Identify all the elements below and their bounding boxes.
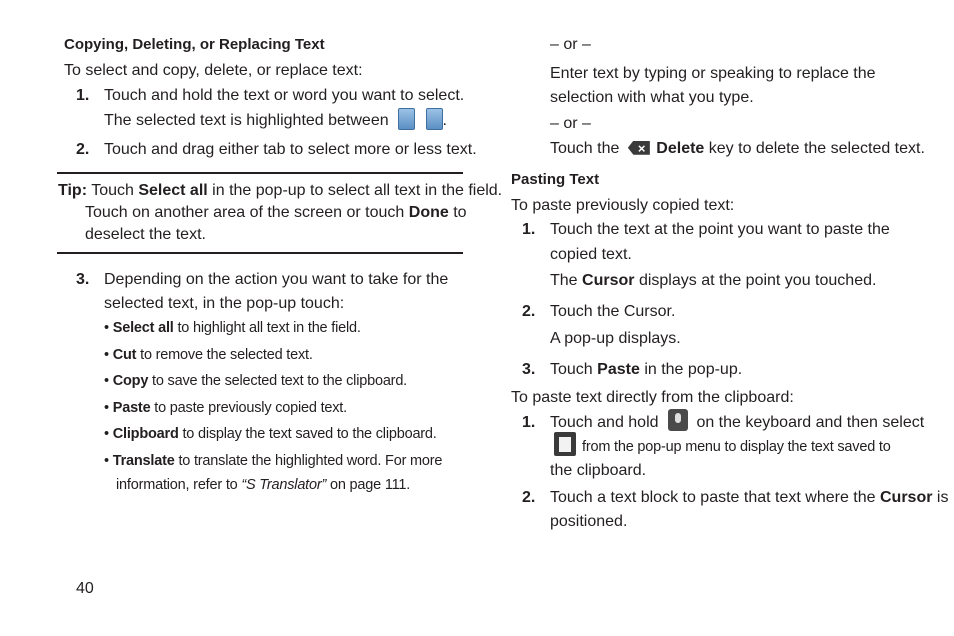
bullet-mark: • — [104, 426, 109, 442]
bullet-desc: to remove the selected text. — [140, 347, 313, 363]
step-number: 1. — [76, 87, 90, 104]
step-span: Cursor — [879, 489, 933, 506]
bullet-mark: • — [104, 453, 109, 469]
selection-tab-icon — [426, 108, 443, 130]
bullet-mark: • — [104, 400, 109, 416]
step-text: Touch and hold the text or word you want to select. — [104, 87, 465, 104]
page-number: 40 — [76, 580, 94, 597]
section-heading: Pasting Text — [511, 171, 600, 188]
bullet-desc: to display the text saved to the clipboard. — [182, 426, 437, 442]
bullet-continuation — [116, 473, 410, 497]
step-text: Touch the Cursor. — [550, 303, 676, 320]
bullet-item — [104, 316, 361, 340]
tip-span: in the pop-up to select all text in the field. — [212, 182, 503, 199]
tip-span: Touch — [91, 182, 134, 199]
tip-label: Tip: — [58, 182, 88, 199]
intro-text: To paste previously copied text: — [511, 197, 735, 214]
tip-top-rule — [57, 172, 463, 174]
tip-span: to — [453, 204, 467, 221]
step-number: 2. — [522, 489, 536, 506]
bullet-desc: to highlight all text in the field. — [177, 320, 361, 336]
tip-text — [58, 179, 502, 203]
step-text — [104, 109, 447, 133]
step-text: selected text, in the pop-up touch: — [104, 295, 345, 312]
step-text-span: The selected text is highlighted between — [104, 112, 389, 129]
step-text: Touch and drag either tab to select more or less text. — [104, 141, 477, 158]
step-number: 2. — [522, 303, 536, 320]
step-span: on the keyboard and then select — [696, 414, 925, 431]
step-text: the clipboard. — [550, 462, 647, 479]
tip-span: Done — [408, 204, 449, 221]
cross-reference-link[interactable]: “S Translator” — [241, 477, 327, 493]
microphone-key-icon — [668, 409, 688, 431]
step-span: in the pop-up. — [644, 361, 743, 378]
step-text-span: . — [442, 112, 447, 129]
bullet-desc: to translate the highlighted word. For more — [178, 453, 443, 469]
body-span: Touch the — [550, 140, 620, 157]
step-text — [550, 411, 924, 435]
step-text — [550, 358, 742, 382]
tip-text — [85, 201, 467, 225]
bullet-item — [104, 422, 437, 446]
body-span: key to delete the selected text. — [708, 140, 925, 157]
body-text: selection with what you type. — [550, 89, 754, 106]
step-number: 1. — [522, 414, 536, 431]
step-span: Touch — [550, 361, 593, 378]
bullet-desc: to paste previously copied text. — [154, 400, 347, 416]
step-span: Touch a text block to paste that text where the — [550, 489, 876, 506]
step-span: is — [936, 489, 949, 506]
bullet-desc: on page 111. — [329, 477, 411, 493]
bullet-term: Select all — [112, 320, 174, 336]
tip-text: deselect the text. — [85, 226, 206, 243]
bullet-mark: • — [104, 320, 109, 336]
clipboard-icon — [554, 432, 576, 456]
step-span: Cursor — [582, 272, 635, 289]
step-text — [550, 486, 948, 510]
step-number: 3. — [522, 361, 536, 378]
step-text: Depending on the action you want to take for the — [104, 271, 449, 288]
step-text: Touch the text at the point you want to paste the — [550, 221, 890, 238]
step-text: copied text. — [550, 246, 632, 263]
body-text — [550, 137, 925, 161]
step-number: 2. — [76, 141, 90, 158]
bullet-mark: • — [104, 373, 109, 389]
selection-tab-icon — [398, 108, 415, 130]
step-number: 1. — [522, 221, 536, 238]
bullet-item — [104, 343, 313, 367]
intro-text: To paste text directly from the clipboard: — [511, 389, 794, 406]
tip-span: Select all — [138, 182, 208, 199]
bullet-item — [104, 449, 442, 473]
step-number: 3. — [76, 271, 90, 288]
step-span: from the pop-up menu to display the text saved to — [582, 439, 891, 456]
bullet-item — [104, 369, 407, 393]
intro-text: To select and copy, delete, or replace text: — [64, 62, 363, 79]
bullet-term: Translate — [112, 453, 175, 469]
step-text — [550, 269, 876, 293]
step-text — [554, 435, 891, 459]
tip-bottom-rule — [57, 252, 463, 254]
section-heading: Copying, Deleting, or Replacing Text — [64, 36, 325, 53]
bullet-desc: information, refer to — [116, 477, 238, 493]
step-span: Touch and hold — [550, 414, 659, 431]
bullet-term: Cut — [112, 347, 137, 363]
delete-key-icon — [628, 141, 650, 155]
step-text: positioned. — [550, 513, 628, 530]
body-text: Enter text by typing or speaking to replace the — [550, 65, 876, 82]
bullet-term: Paste — [112, 400, 151, 416]
step-span: The — [550, 272, 578, 289]
bullet-term: Clipboard — [112, 426, 179, 442]
step-span: Paste — [597, 361, 640, 378]
or-separator: – or – — [550, 36, 591, 53]
body-span: Delete — [656, 140, 705, 157]
step-text: A pop-up displays. — [550, 330, 681, 347]
step-span: displays at the point you touched. — [638, 272, 877, 289]
tip-span: Touch on another area of the screen or touch — [85, 204, 405, 221]
bullet-desc: to save the selected text to the clipboard. — [152, 373, 408, 389]
bullet-item — [104, 396, 347, 420]
bullet-mark: • — [104, 347, 109, 363]
bullet-term: Copy — [112, 373, 149, 389]
or-separator: – or – — [550, 115, 591, 132]
